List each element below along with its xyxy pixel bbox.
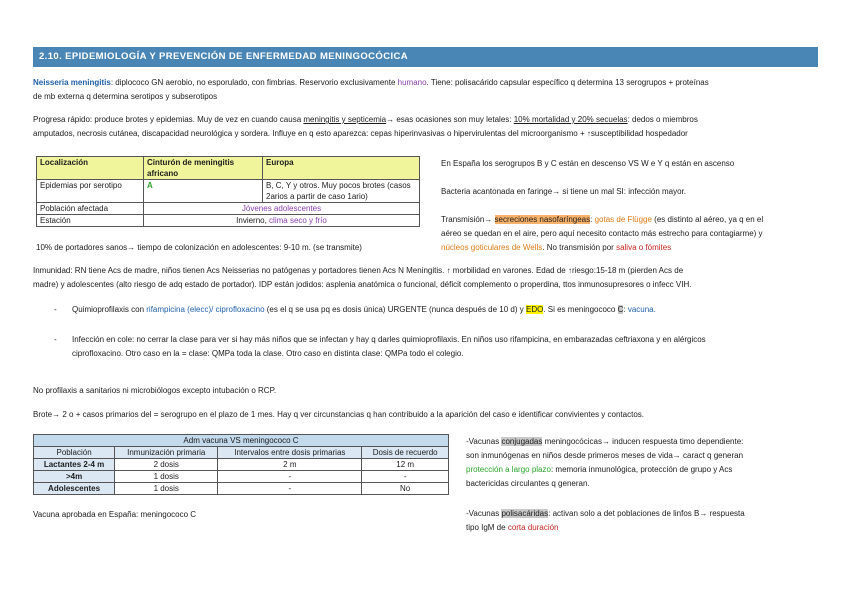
table1-header-africa: Cinturón de meningitis africano [144,157,263,180]
brote-text: Brote→ 2 o + casos primarios del = serogrupo en el plazo de 1 mes. Hay q ver circunstancias q han contribuido a la aparición del caso e identificar convivientes y contactos. [33,410,644,419]
table1-row-epidemias: Epidemias por serotipo [37,180,144,203]
table2-header-intervalos: Intervalos entre dosis primarias [218,447,362,459]
epidemiology-table [36,156,420,227]
section-title: 2.10. EPIDEMIOLOGÍA Y PREVENCIÓN DE ENFERMEDAD MENINGOCÓCICA [39,51,409,62]
table2-header-poblacion: Población [34,447,115,459]
table1-header-localizacion: Localización [37,157,144,180]
table2-cell: Adolescentes [34,483,115,495]
table2-cell: Lactantes 2-4 m [34,459,115,471]
progresa-paragraph [33,113,823,141]
conjugadas-highlight: conjugadas [501,437,543,446]
conjugadas-text-d: bactericidas circulantes q generan. [466,479,590,488]
table2-cell: No [362,483,449,495]
table2-cell: >4m [34,471,115,483]
quimio-text-b: (es el q se usa pq es dosis única) URGENTE (nunca después de 10 d) y [264,305,526,314]
secreciones-highlight: secreciones nasofaríngeas [494,215,591,224]
table1-serotipo-europa: B, C, Y y otros. Muy pocos brotes (casos 2arios a partir de caso 1ario) [263,180,420,203]
progresa-text-d: amputados, necrosis cutánea, discapacidad neurológica y sordera. Influye en q esto aparezca: cepas hiperinvasivas o hipervirulentas del microorganismo + ↑susceptibilidad hospedador [33,129,688,138]
infeccion-line1: Infección en cole: no cerrar la clase para ver si hay más niños que se infectan y hay q darles quimioprofilaxis. En niños uso rifampicina, en embarazadas ceftriaxona y en alérgicos [72,335,706,344]
transmision-paragraph [441,213,826,255]
intro-text-b: . Tiene: polisacárido capsular específico q determina 13 serogrupos + proteínas [426,78,709,87]
table1-poblacion-value: Jóvenes adolescentes [144,203,420,215]
table2-cell: - [218,471,362,483]
table1-row-estacion: Estación [37,215,144,227]
intro-text-c: de mb externa q determina serotipos y subserotipos [33,92,218,101]
polisacaridas-paragraph [466,507,826,535]
table2-cell: 2 m [218,459,362,471]
infeccion-line2: ciprofloxacino. Otro caso en la = clase: QMPa toda la clase. Otro caso en distinta clase: QMPa todo el colegio. [72,349,464,358]
table2-header-inmunizacion: Inmunización primaria [115,447,218,459]
progresa-text-c: : dedos o miembros [627,115,698,124]
polisacaridas-text-b: tipo IgM de [466,523,508,532]
progresa-text-a: Progresa rápido: produce brotes y epidemias. Muy de vez en cuando causa [33,115,304,124]
intro-text-a: : diplococo GN aerobio, no esporulado, con fimbrias. Reservorio exclusivamente [110,78,398,87]
quimio-text-a: Quimioprofilaxis con [72,305,147,314]
meningitis-underline: meningitis y septicemia [303,115,387,124]
edo-highlight: EDO [525,305,544,314]
bacteria-text: Bacteria acantonada en faringe→ si tiene un mal SI: infección mayor. [441,187,687,196]
quimio-text-c: . Si es meningococo [543,305,618,314]
bullet-dash-1: - [54,305,57,314]
estacion-invierno: Invierno, [236,216,270,225]
portadores-text: 10% de portadores sanos→ tiempo de colonización en adolescentes: 9-10 m. (se transmite) [36,243,362,252]
meningococo-c-highlight: C [617,305,624,314]
table-row [34,483,449,495]
vacuna-espana-text: Vacuna aprobada en España: meningococo C [33,510,197,519]
inmunidad-paragraph [33,264,823,292]
corta-duracion: corta duración [507,523,559,532]
table2-header-recuerdo: Dosis de recuerdo [362,447,449,459]
section-header [33,47,818,67]
humano-highlight: humano [397,78,427,87]
fomites-text: saliva o fómites [616,243,672,252]
table1-serotipo-a: A [144,180,263,203]
transmision-text-b: aéreo se quedan en el aire, pero aquí necesito contacto más estrecho para contagiarme) y [441,229,763,238]
quimio-colon: : [623,305,628,314]
table2-cell: 12 m [362,459,449,471]
table1-header-europa: Europa [263,157,420,180]
conjugadas-text-c: : memoria inmunológica, protección de grupo y Acs [550,465,733,474]
rifampicina-text: rifampicina (elecc)/ ciprofloxacino [146,305,265,314]
no-profilaxis-text: No profilaxis a sanitarios ni microbiólogos excepto intubación o RCP. [33,386,277,395]
transmision-colon: : [590,215,595,224]
table2-cell: - [362,471,449,483]
polisacaridas-text-a: : activan solo a det poblaciones de linfos B→ respuesta [548,509,745,518]
mortalidad-underline: 10% mortalidad y 20% secuelas [513,115,628,124]
inmunidad-line2: madre) y adolescentes (alto riesgo de adq estado de portador). IDP están jodidos: asplenia anatómica o funcional, déficit complemento o properdina, ttos inmunosupresores o infecc VIH. [33,280,692,289]
table2-cell: - [218,483,362,495]
transmision-text-c: . No transmisión por [542,243,617,252]
conjugadas-text-b: son inmunógenas en niños desde primeros meses de vida→ caract q generan [466,451,744,460]
infeccion-cole-bullet [72,333,822,361]
transmision-text-a: (es distinto al aéreo, ya q en el [651,215,764,224]
conjugadas-paragraph [466,435,826,491]
vaccine-schedule-table [33,434,449,495]
quimioprofilaxis-bullet [72,303,822,317]
flugge-text: gotas de Flügge [594,215,652,224]
espana-text: En España los serogrupos B y C están en descenso VS W e Y q están en ascenso [441,159,735,168]
table-row [34,459,449,471]
table-row [34,471,449,483]
estacion-clima: clima seco y frío [269,216,327,225]
polisacaridas-prefix: -Vacunas [466,509,502,518]
table2-cell: 1 dosis [115,483,218,495]
intro-paragraph [33,76,823,104]
table2-cell: 1 dosis [115,471,218,483]
conjugadas-text-a: meningocócicas→ inducen respuesta timo dependiente: [542,437,744,446]
table1-estacion-value [144,215,420,227]
vacuna-text: vacuna. [627,305,656,314]
table1-row-poblacion: Población afectada [37,203,144,215]
polisacaridas-highlight: polisacáridas [501,509,549,518]
table2-cell: 2 dosis [115,459,218,471]
table2-title: Adm vacuna VS meningococo C [34,435,449,447]
bullet-dash-2: - [54,335,57,344]
wells-text: núcleos goticulares de Wells [441,243,543,252]
neisseria-name: Neisseria meningitis [33,78,111,87]
inmunidad-line1: Inmunidad: RN tiene Acs de madre, niños tienen Acs Neisserias no patógenas y portadores tienen Acs N Meningitis. ↑ morbilidad en varones. Edad de ↑riesgo:15-18 m (pierden Acs de [33,266,684,275]
proteccion-largo-plazo: protección a largo plazo [466,465,551,474]
transmision-label: Transmisión→ [441,215,495,224]
progresa-text-b: → esas ocasiones son muy letales: [386,115,514,124]
conjugadas-prefix: -Vacunas [466,437,502,446]
